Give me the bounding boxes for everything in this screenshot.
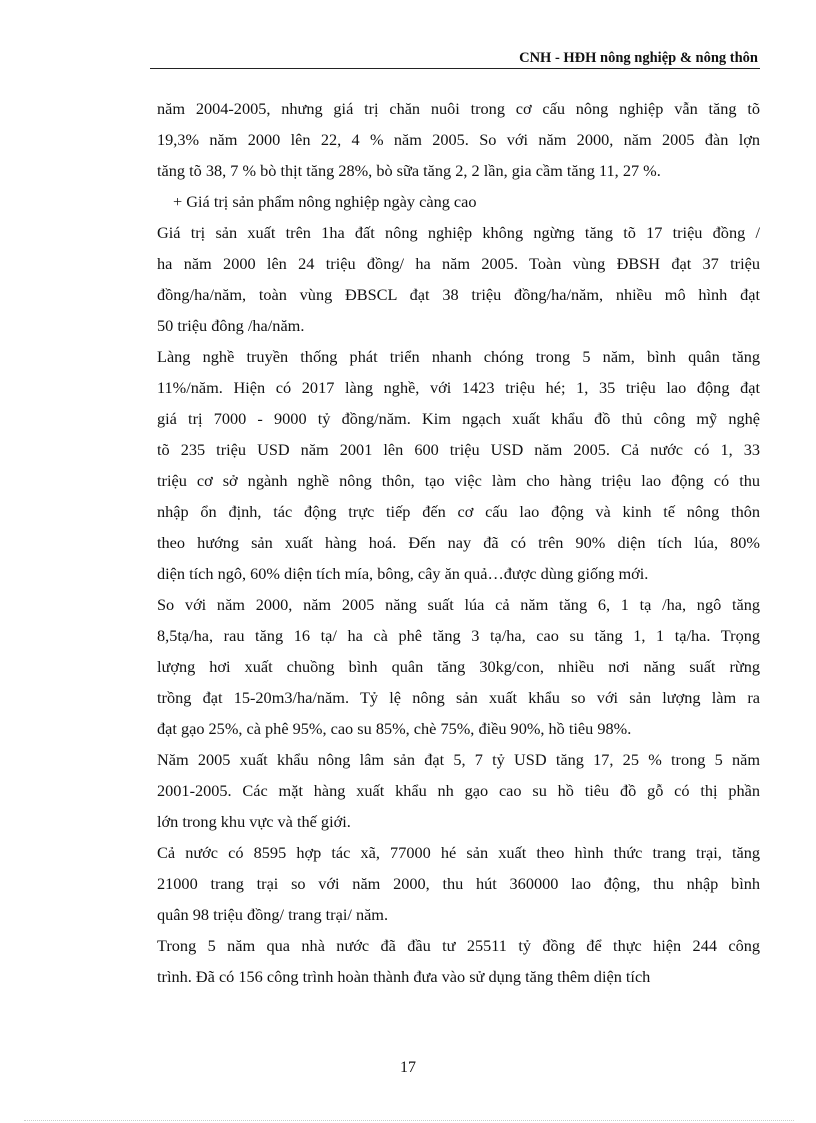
body-text	[157, 96, 760, 995]
text-line: diện tích ngô, 60% diện tích mía, bông, cây ăn quả…được dùng giống mới.	[157, 564, 649, 583]
text-line: ha năm 2000 lên 24 triệu đồng/ ha năm 2005. Toàn vùng ĐBSH đạt 37 triệu	[157, 254, 760, 273]
text-line: triệu cơ sở ngành nghề nông thôn, tạo việc làm cho hàng triệu lao động có thu	[157, 471, 760, 490]
text-line: 8,5tạ/ha, rau tăng 16 tạ/ ha cà phê tăng 3 tạ/ha, cao su tăng 1, 1 tạ/ha. Trọng	[157, 626, 760, 645]
text-line: Làng nghề truyền thống phát triển nhanh chóng trong 5 năm, bình quân tăng	[157, 347, 760, 366]
text-line: nhập ổn định, tác động trực tiếp đến cơ cấu lao động và kinh tế nông thôn	[157, 502, 760, 521]
text-line: đạt gạo 25%, cà phê 95%, cao su 85%, chè 75%, điều 90%, hồ tiêu 98%.	[157, 719, 632, 738]
text-line: theo hướng sản xuất hàng hoá. Đến nay đã có trên 90% diện tích lúa, 80%	[157, 533, 760, 552]
text-line: đồng/ha/năm, toàn vùng ĐBSCL đạt 38 triệu đồng/ha/năm, nhiều mô hình đạt	[157, 285, 760, 304]
text-line: lượng hơi xuất chuồng bình quân tăng 30kg/con, nhiều nơi năng suất rừng	[157, 657, 760, 676]
text-line: Năm 2005 xuất khẩu nông lâm sản đạt 5, 7 tỷ USD tăng 17, 25 % trong 5 năm	[157, 750, 760, 769]
page-header	[150, 46, 760, 69]
text-line: giá trị 7000 - 9000 tỷ đồng/năm. Kim ngạch xuất khẩu đồ thủ công mỹ nghệ	[157, 409, 760, 428]
text-line: Trong 5 năm qua nhà nước đã đầu tư 25511 tỷ đồng để thực hiện 244 công	[157, 936, 760, 955]
text-line: tõ 235 triệu USD năm 2001 lên 600 triệu USD năm 2005. Cả nước có 1, 33	[157, 440, 760, 459]
text-line: Cả nước có 8595 hợp tác xã, 77000 hé sản xuất theo hình thức trang trại, tăng	[157, 843, 760, 862]
text-line: 50 triệu đông /ha/năm.	[157, 316, 305, 335]
page-number: 17	[400, 1059, 416, 1076]
text-line: trồng đạt 15-20m3/ha/năm. Tỷ lệ nông sản xuất khẩu so với sản lượng làm ra	[157, 688, 760, 707]
page-bottom-divider	[24, 1120, 794, 1121]
text-line: 21000 trang trại so với năm 2000, thu hút 360000 lao động, thu nhập bình	[157, 874, 760, 893]
header-title: CNH - HĐH nông nghiệp & nông thôn	[519, 50, 758, 66]
text-line: quân 98 triệu đồng/ trang trại/ năm.	[157, 905, 389, 924]
text-line: tăng tõ 38, 7 % bò thịt tăng 28%, bò sữa tăng 2, 2 lần, gia cầm tăng 11, 27 %.	[157, 161, 661, 180]
bullet-heading: + Giá trị sản phẩm nông nghiệp ngày càng cao	[173, 192, 477, 211]
text-line: 2001-2005. Các mặt hàng xuất khẩu nh gạo cao su hồ tiêu đồ gỗ có thị phần	[157, 781, 760, 800]
text-line: Giá trị sản xuất trên 1ha đất nông nghiệp không ngừng tăng tõ 17 triệu đồng /	[157, 223, 760, 242]
text-line: năm 2004-2005, nhưng giá trị chăn nuôi trong cơ cấu nông nghiệp vẫn tăng tõ	[157, 99, 760, 118]
text-line: So với năm 2000, năm 2005 năng suất lúa cả năm tăng 6, 1 tạ /ha, ngô tăng	[157, 595, 760, 614]
text-line: trình. Đã có 156 công trình hoàn thành đưa vào sử dụng tăng thêm diện tích	[157, 967, 651, 986]
text-line: lớn trong khu vực và thế giới.	[157, 812, 351, 831]
text-line: 19,3% năm 2000 lên 22, 4 % năm 2005. So với năm 2000, năm 2005 đàn lợn	[157, 130, 760, 149]
text-line: 11%/năm. Hiện có 2017 làng nghề, với 1423 triệu hé; 1, 35 triệu lao động đạt	[157, 378, 760, 397]
